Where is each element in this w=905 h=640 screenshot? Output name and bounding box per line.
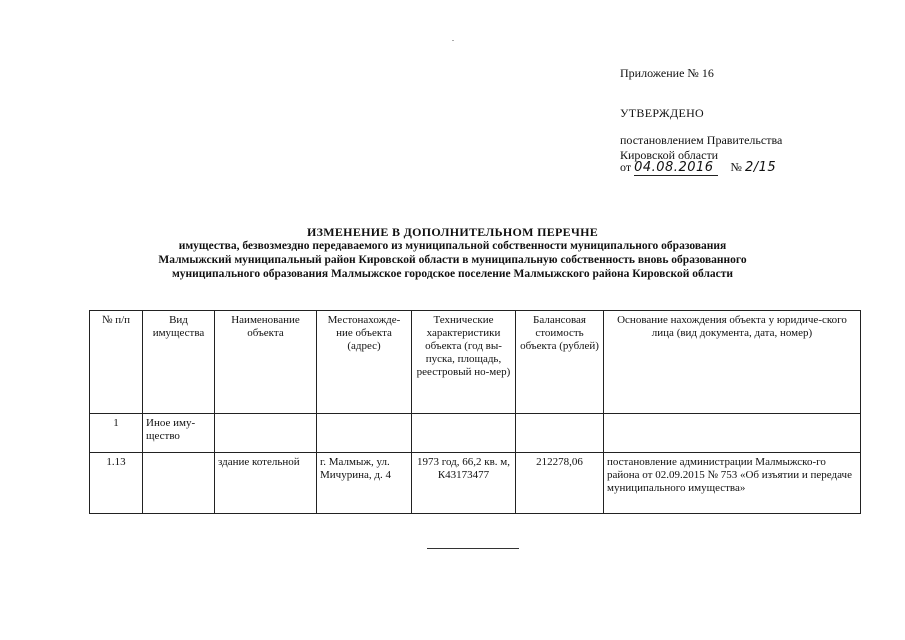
cell-property-type: [143, 453, 215, 514]
cell-empty: [317, 414, 412, 453]
cell-property-type: Иное иму-щество: [143, 414, 215, 453]
document-title: ИЗМЕНЕНИЕ В ДОПОЛНИТЕЛЬНОМ ПЕРЕЧНЕ: [306, 225, 599, 239]
cell-location: г. Малмыж, ул. Мичурина, д. 4: [317, 453, 412, 514]
decree-line-2: Кировской области: [620, 148, 719, 162]
cell-empty: [604, 414, 861, 453]
header-property-type: Вид имущества: [143, 311, 215, 414]
header-num: № п/п: [90, 311, 143, 414]
heading-line-3: муниципального образования Малмыжское городское поселение Малмыжского района Кировской области: [171, 268, 734, 280]
property-table: [89, 310, 861, 514]
table-header-row: [90, 311, 861, 414]
header-balance-value: Балансовая стоимость объекта (рублей): [516, 311, 604, 414]
header-technical-specs: Технические характеристики объекта (год вы-пуска, площадь, реестровый но-мер): [412, 311, 516, 414]
handwritten-date: 04.08.2016: [634, 160, 717, 176]
cell-basis: постановление администрации Малмыжско-го района от 02.09.2015 № 753 «Об изъятии и передаче муниципального имущества»: [604, 453, 861, 514]
cell-empty: [516, 414, 604, 453]
header-object-name: Наименование объекта: [215, 311, 317, 414]
approved-label: УТВЕРЖДЕНО: [620, 106, 705, 120]
cell-empty: [412, 414, 516, 453]
handwritten-number: 2/15: [744, 160, 777, 175]
heading-line-2: Малмыжский муниципальный район Кировской области в муниципальную собственность вновь образованного: [158, 254, 747, 266]
cell-balance-value: 212278,06: [516, 453, 604, 514]
cell-empty: [215, 414, 317, 453]
scan-speck: [452, 40, 454, 41]
heading-line-1: имущества, безвозмездно передаваемого из муниципальной собственности муниципального образования: [178, 240, 727, 252]
header-location: Местонахожде-ние объекта (адрес): [317, 311, 412, 414]
number-label: №: [730, 160, 742, 174]
decree-date-line: [620, 160, 776, 176]
cell-num: 1: [90, 414, 143, 453]
table-row: [90, 414, 861, 453]
bottom-divider: [427, 548, 519, 549]
table-row: [90, 453, 861, 514]
header-basis: Основание нахождения объекта у юридиче-ского лица (вид документа, дата, номер): [604, 311, 861, 414]
decree-line-1: постановлением Правительства: [620, 133, 783, 147]
date-prefix: от: [620, 160, 632, 174]
appendix-label: Приложение № 16: [620, 66, 714, 80]
cell-technical-specs: 1973 год, 66,2 кв. м, К43173477: [412, 453, 516, 514]
document-heading: [80, 225, 825, 281]
cell-object-name: здание котельной: [215, 453, 317, 514]
cell-num: 1.13: [90, 453, 143, 514]
